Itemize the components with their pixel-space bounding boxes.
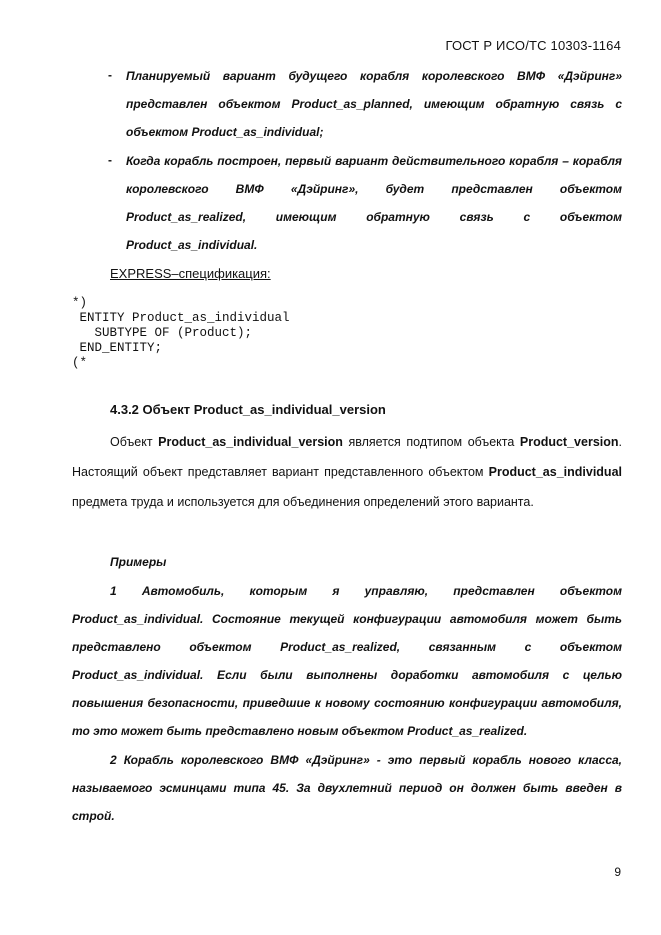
body-paragraph bbox=[72, 427, 622, 517]
para-text: предмета труда и используется для объединения определений этого варианта. bbox=[72, 495, 534, 509]
example-1: 1 Автомобиль, которым я управляю, представлен объектом Product_as_individual. Состояние текущей конфигурации автомобиля может быть представлено объектом Product_as_realized, связанным с объектом Product_as_individual. Если были выполнены доработки автомобиля с целью повышения безопасности, приведшие к новому состоянию конфигурации автомобиля, то это может быть представлено новым объектом Product_as_realized. bbox=[72, 584, 622, 738]
para-text: . Настоящий объект представляет вариант представленного объектом bbox=[72, 435, 622, 479]
term-product-as-individual-version: Product_as_individual_version bbox=[158, 435, 343, 449]
section-heading: 4.3.2 Объект Product_as_individual_version bbox=[110, 402, 386, 417]
para-text: является подтипом объекта bbox=[342, 435, 520, 449]
term-product-version: Product_version bbox=[519, 435, 619, 449]
examples-heading: Примеры bbox=[110, 555, 167, 569]
bullet-marker: - bbox=[108, 153, 112, 167]
document-header: ГОСТ Р ИСО/ТС 10303-1164 bbox=[445, 38, 621, 53]
bullet-marker: - bbox=[108, 68, 112, 82]
express-code-block: *) ENTITY Product_as_individual SUBTYPE OF (Product); END_ENTITY; (* bbox=[72, 296, 290, 370]
example-2: 2 Корабль королевского ВМФ «Дэйринг» - это первый корабль нового класса, называемого эсминцами типа 45. За двухлетний период он должен быть введен в строй. bbox=[72, 753, 622, 823]
page-number: 9 bbox=[614, 865, 621, 879]
bullet-item-realized: Когда корабль построен, первый вариант действительного корабля – корабля королевского ВМФ «Дэйринг», будет представлен объектом Product_as_realized, имеющим обратную связь с объектом Product_as_individual. bbox=[126, 154, 622, 252]
express-spec-label: EXPRESS–спецификация: bbox=[110, 266, 271, 281]
para-text: Объект bbox=[110, 435, 159, 449]
bullet-item-planned: Планируемый вариант будущего корабля королевского ВМФ «Дэйринг» представлен объектом Product_as_planned, имеющим обратную связь с объектом Product_as_individual; bbox=[126, 69, 622, 139]
term-product-as-individual: Product_as_individual bbox=[488, 465, 622, 479]
